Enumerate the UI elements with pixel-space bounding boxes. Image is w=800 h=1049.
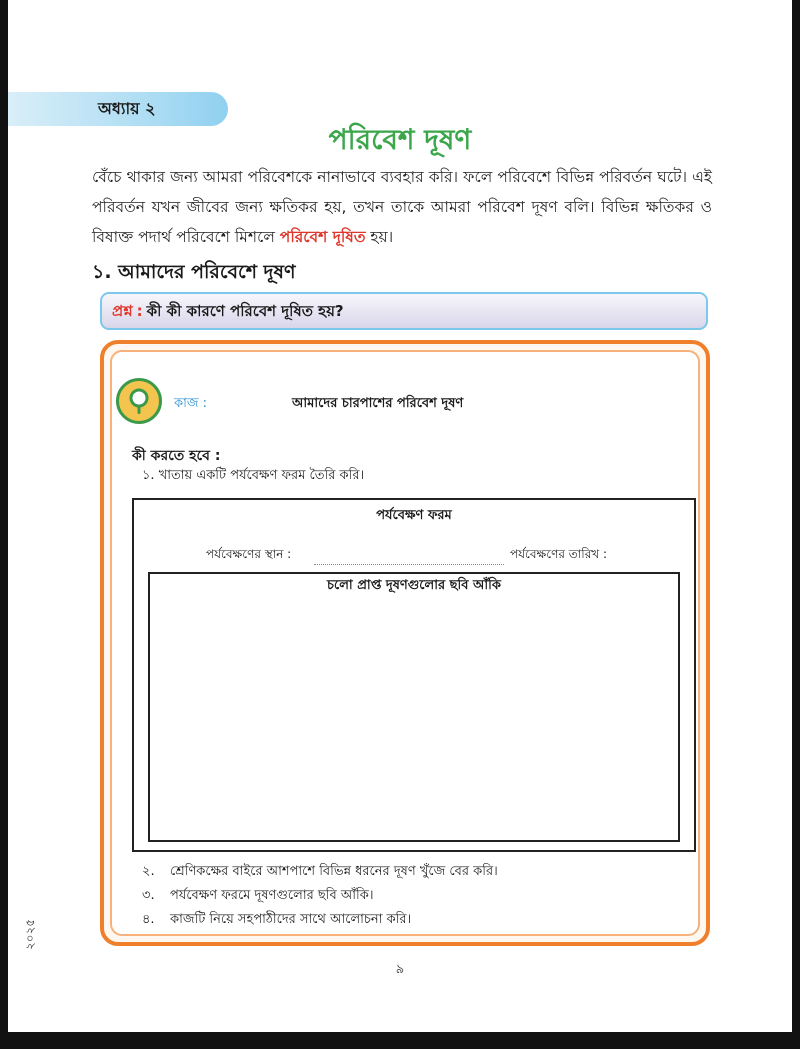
step-text: পর্যবেক্ষণ ফরমে দূষণগুলোর ছবি আঁকি। xyxy=(170,888,374,903)
form-title: পর্যবেক্ষণ ফরম xyxy=(376,508,452,523)
edition-year: ২০২৫ xyxy=(23,918,37,950)
steps-list xyxy=(142,860,498,932)
intro-line-3-suffix: হয়। xyxy=(365,228,394,246)
step-number: ৩. xyxy=(142,888,155,903)
activity-inner xyxy=(110,350,700,936)
list-item xyxy=(142,860,498,884)
step-number: ৪. xyxy=(142,912,155,927)
intro-line-1: বেঁচে থাকার জন্য আমরা পরিবেশকে নানাভাবে ব্যবহার করি। ফলে পরিবেশে বিভিন্ন xyxy=(92,168,595,186)
page-number: ৯ xyxy=(395,962,405,977)
todo-heading: কী করতে হবে : xyxy=(132,448,221,464)
intro-highlight: পরিবেশ দূষিত xyxy=(279,228,366,246)
observation-form xyxy=(132,498,696,852)
date-label: পর্যবেক্ষণের তারিখ : xyxy=(510,547,608,561)
chapter-label: অধ্যায় ২ xyxy=(98,99,156,118)
task-title: আমাদের চারপাশের পরিবেশ দূষণ xyxy=(292,396,464,411)
step-1: ১. খাতায় একটি পর্যবেক্ষণ ফরম তৈরি করি। xyxy=(142,468,365,483)
intro-paragraph xyxy=(92,162,712,252)
step-number: ২. xyxy=(142,864,155,879)
magnifier-icon xyxy=(116,378,162,424)
place-label: পর্যবেক্ষণের স্থান : xyxy=(206,547,292,561)
step-text: কাজটি নিয়ে সহপাঠীদের সাথে আলোচনা করি। xyxy=(170,912,412,927)
section-heading: ১. আমাদের পরিবেশে দূষণ xyxy=(92,261,296,283)
activity-box xyxy=(100,340,710,946)
question-label: প্রশ্ন xyxy=(112,302,133,320)
intro-line-2: পরিবর্তন ঘটে। এই পরিবর্তন যখন জীবের জন্য ক্ষতিকর হয়, তখন তাকে আমরা পরিবেশ xyxy=(92,168,712,216)
drawing-area-title: চলো প্রাপ্ত দূষণগুলোর ছবি আঁকি xyxy=(327,578,501,593)
list-item xyxy=(142,884,498,908)
list-item xyxy=(142,908,498,932)
task-label: কাজ : xyxy=(174,396,208,411)
question-text: কী কী কারণে পরিবেশ দূষিত হয়? xyxy=(146,302,344,320)
textbook-page xyxy=(8,0,792,1032)
step-text: শ্রেণিকক্ষের বাইরে আশপাশে বিভিন্ন ধরনের দূষণ খুঁজে বের করি। xyxy=(170,864,498,879)
question-separator: : xyxy=(136,302,143,320)
page-title: পরিবেশ দূষণ xyxy=(328,123,472,156)
question-bar xyxy=(100,292,708,330)
drawing-area xyxy=(148,572,680,842)
intro-line-3-prefix: দূষণ বলি। বিভিন্ন ক্ষতিকর ও বিষাক্ত পদার্থ পরিবেশে মিশলে xyxy=(92,198,713,246)
place-line xyxy=(314,564,504,565)
